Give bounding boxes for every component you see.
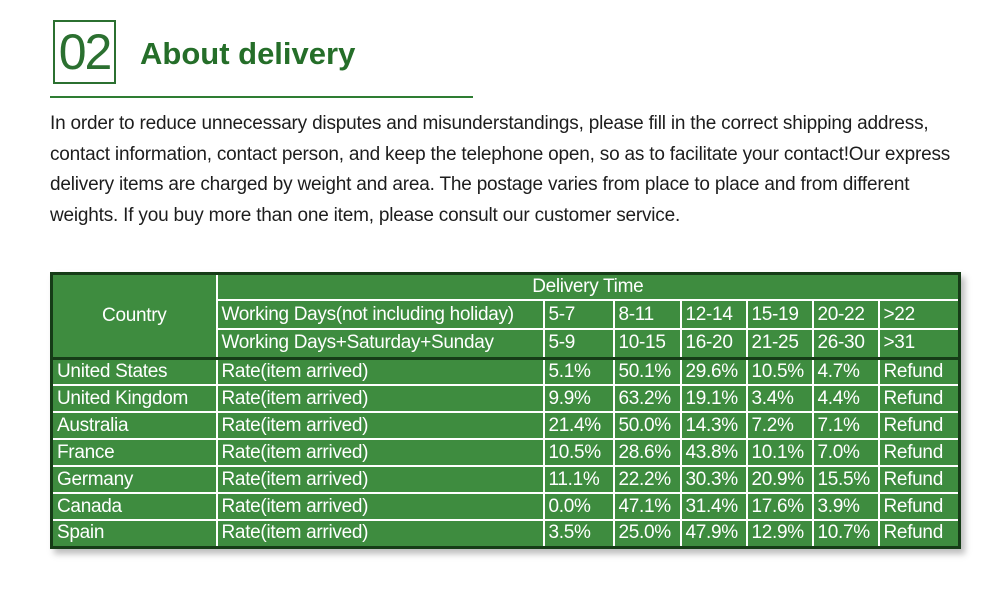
rate-value-cell: 21.4%: [544, 412, 614, 439]
rate-value-cell: Refund: [879, 439, 960, 466]
rate-value-cell: 10.5%: [747, 358, 813, 385]
working-days-weekend-label-cell: Working Days+Saturday+Sunday: [217, 329, 544, 358]
working-days-weekend-value-cell: 5-9: [544, 329, 614, 358]
rate-value-cell: Refund: [879, 520, 960, 547]
rate-label-cell: Rate(item arrived): [217, 439, 544, 466]
rate-label-cell: Rate(item arrived): [217, 520, 544, 547]
table-row-canada: [52, 493, 960, 520]
rate-value-cell: 9.9%: [544, 385, 614, 412]
rate-label-cell: Rate(item arrived): [217, 358, 544, 385]
rate-value-cell: 25.0%: [614, 520, 681, 547]
intro-paragraph: In order to reduce unnecessary disputes and misunderstandings, please fill in the correct shipping address, contact information, contact person, and keep the telephone open, so as to facilitate your contact!Our express delivery items are charged by weight and area. The postage varies from place to place and from different weights. If you buy more than one item, please consult our customer service.: [50, 113, 951, 226]
working-days-value-cell: 8-11: [614, 300, 681, 329]
rate-value-cell: 10.7%: [813, 520, 879, 547]
rate-value-cell: 43.8%: [681, 439, 747, 466]
rate-value-cell: Refund: [879, 358, 960, 385]
table-row-united-kingdom: [52, 385, 960, 412]
delivery-table: [50, 272, 961, 549]
rate-value-cell: Refund: [879, 412, 960, 439]
working-days-value-cell: 15-19: [747, 300, 813, 329]
rate-label-cell: Rate(item arrived): [217, 412, 544, 439]
rate-value-cell: 3.4%: [747, 385, 813, 412]
rate-value-cell: 47.9%: [681, 520, 747, 547]
rate-value-cell: 29.6%: [681, 358, 747, 385]
working-days-weekend-value-cell: 26-30: [813, 329, 879, 358]
working-days-weekend-value-cell: 16-20: [681, 329, 747, 358]
rate-value-cell: 20.9%: [747, 466, 813, 493]
rate-value-cell: 3.5%: [544, 520, 614, 547]
country-header-cell: Country: [52, 274, 217, 359]
working-days-label-cell: Working Days(not including holiday): [217, 300, 544, 329]
rate-value-cell: 22.2%: [614, 466, 681, 493]
rate-value-cell: 4.4%: [813, 385, 879, 412]
rate-value-cell: 10.1%: [747, 439, 813, 466]
country-cell: Canada: [52, 493, 217, 520]
rate-value-cell: 19.1%: [681, 385, 747, 412]
country-cell: Germany: [52, 466, 217, 493]
section-number-box: [53, 20, 116, 84]
rate-value-cell: 47.1%: [614, 493, 681, 520]
rate-value-cell: 10.5%: [544, 439, 614, 466]
country-cell: France: [52, 439, 217, 466]
table-row-australia: [52, 412, 960, 439]
rate-value-cell: 7.0%: [813, 439, 879, 466]
working-days-value-cell: 20-22: [813, 300, 879, 329]
rate-value-cell: 7.2%: [747, 412, 813, 439]
rate-value-cell: 17.6%: [747, 493, 813, 520]
rate-value-cell: 11.1%: [544, 466, 614, 493]
working-days-value-cell: 12-14: [681, 300, 747, 329]
country-cell: United Kingdom: [52, 385, 217, 412]
rate-label-cell: Rate(item arrived): [217, 466, 544, 493]
table-row-france: [52, 439, 960, 466]
rate-value-cell: 12.9%: [747, 520, 813, 547]
country-cell: Australia: [52, 412, 217, 439]
title-underline: [50, 96, 473, 98]
rate-value-cell: Refund: [879, 493, 960, 520]
rate-value-cell: 3.9%: [813, 493, 879, 520]
table-row-germany: [52, 466, 960, 493]
rate-value-cell: 50.1%: [614, 358, 681, 385]
rate-value-cell: Refund: [879, 385, 960, 412]
section-number: 02: [58, 24, 111, 80]
rate-label-cell: Rate(item arrived): [217, 493, 544, 520]
rate-value-cell: 15.5%: [813, 466, 879, 493]
section-title: About delivery: [140, 36, 356, 71]
table-row-united-states: [52, 358, 960, 385]
rate-label-cell: Rate(item arrived): [217, 385, 544, 412]
delivery-time-header-cell: Delivery Time: [217, 274, 960, 301]
rate-value-cell: Refund: [879, 466, 960, 493]
rate-value-cell: 28.6%: [614, 439, 681, 466]
table-row-spain: [52, 520, 960, 547]
rate-value-cell: 31.4%: [681, 493, 747, 520]
rate-value-cell: 30.3%: [681, 466, 747, 493]
working-days-value-cell: >22: [879, 300, 960, 329]
rate-value-cell: 63.2%: [614, 385, 681, 412]
rate-value-cell: 4.7%: [813, 358, 879, 385]
table-header-row-delivery-time: [52, 274, 960, 301]
country-cell: Spain: [52, 520, 217, 547]
rate-value-cell: 50.0%: [614, 412, 681, 439]
working-days-weekend-value-cell: >31: [879, 329, 960, 358]
working-days-weekend-value-cell: 10-15: [614, 329, 681, 358]
rate-value-cell: 5.1%: [544, 358, 614, 385]
country-cell: United States: [52, 358, 217, 385]
working-days-value-cell: 5-7: [544, 300, 614, 329]
rate-value-cell: 0.0%: [544, 493, 614, 520]
working-days-weekend-value-cell: 21-25: [747, 329, 813, 358]
rate-value-cell: 14.3%: [681, 412, 747, 439]
rate-value-cell: 7.1%: [813, 412, 879, 439]
